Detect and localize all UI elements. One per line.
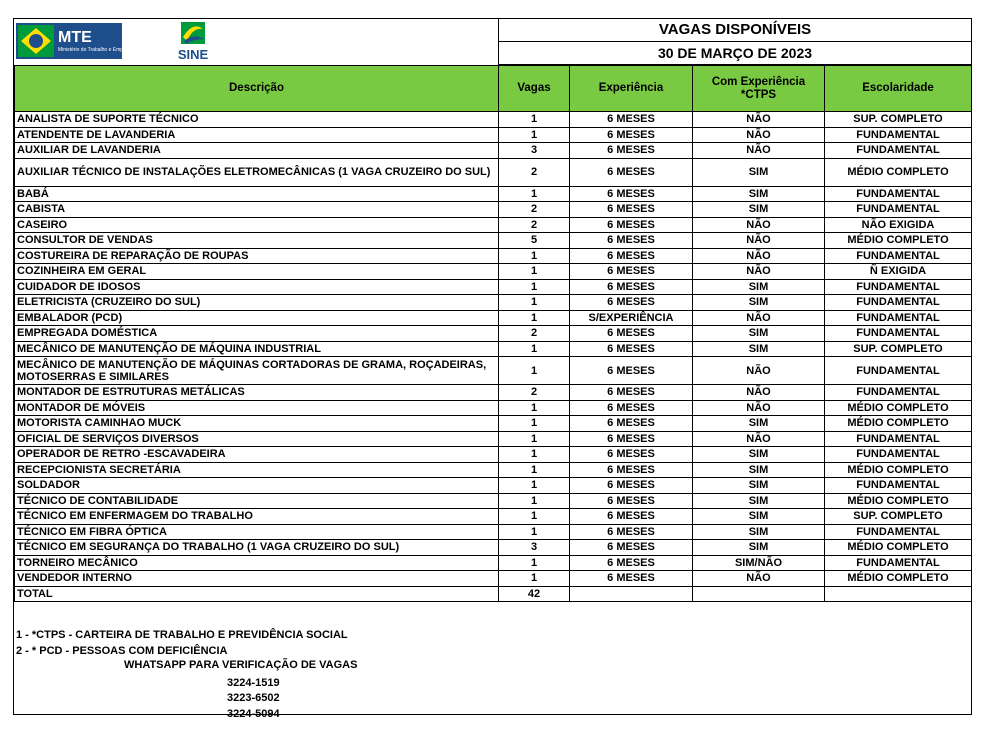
education-level: FUNDAMENTAL: [825, 447, 972, 463]
table-row: [15, 555, 972, 571]
education-level: MÉDIO COMPLETO: [825, 493, 972, 509]
education-level: FUNDAMENTAL: [825, 310, 972, 326]
vacancy-count: 2: [499, 385, 570, 401]
whatsapp-label: WHATSAPP PARA VERIFICAÇÃO DE VAGAS: [124, 659, 358, 671]
table-row: [15, 217, 972, 233]
table-row: [15, 310, 972, 326]
ctps-experience: NÃO: [693, 571, 825, 587]
table-row: [15, 248, 972, 264]
vacancy-count: 1: [499, 462, 570, 478]
ctps-experience: SIM: [693, 509, 825, 525]
experience-required: 6 MESES: [570, 385, 693, 401]
vacancy-count: 1: [499, 127, 570, 143]
table-row: [15, 295, 972, 311]
education-level: MÉDIO COMPLETO: [825, 233, 972, 249]
experience-required: 6 MESES: [570, 248, 693, 264]
table-row: [15, 233, 972, 249]
vacancy-count: 1: [499, 478, 570, 494]
vacancy-count: 1: [499, 310, 570, 326]
experience-required: 6 MESES: [570, 431, 693, 447]
job-title: ANALISTA DE SUPORTE TÉCNICO: [15, 112, 499, 128]
job-title: ELETRICISTA (CRUZEIRO DO SUL): [15, 295, 499, 311]
ctps-experience: NÃO: [693, 217, 825, 233]
education-level: SUP. COMPLETO: [825, 341, 972, 357]
education-level: FUNDAMENTAL: [825, 295, 972, 311]
experience-required: 6 MESES: [570, 158, 693, 186]
table-row: [15, 264, 972, 280]
ctps-experience: NÃO: [693, 400, 825, 416]
table-row: [15, 431, 972, 447]
experience-required: 6 MESES: [570, 524, 693, 540]
ctps-experience: SIM/NÃO: [693, 555, 825, 571]
table-row: [15, 447, 972, 463]
job-title: TÉCNICO EM SEGURANÇA DO TRABALHO (1 VAGA CRUZEIRO DO SUL): [15, 540, 499, 556]
education-level: Ñ EXIGIDA: [825, 264, 972, 280]
ctps-experience: SIM: [693, 478, 825, 494]
vacancy-count: 1: [499, 555, 570, 571]
vacancy-count: 1: [499, 400, 570, 416]
table-row: [15, 341, 972, 357]
table-row: [15, 326, 972, 342]
vacancy-count: 1: [499, 295, 570, 311]
table-body: [15, 112, 972, 587]
job-title: VENDEDOR INTERNO: [15, 571, 499, 587]
page-date: 30 DE MARÇO DE 2023: [498, 41, 971, 65]
table-row: [15, 385, 972, 401]
ctps-experience: NÃO: [693, 310, 825, 326]
table-row: [15, 416, 972, 432]
education-level: MÉDIO COMPLETO: [825, 571, 972, 587]
table-row: [15, 202, 972, 218]
phone-number[interactable]: 3224-1519: [227, 677, 280, 689]
vacancy-count: 1: [499, 509, 570, 525]
table-row: [15, 186, 972, 202]
education-level: MÉDIO COMPLETO: [825, 400, 972, 416]
education-level: FUNDAMENTAL: [825, 279, 972, 295]
vacancy-count: 1: [499, 493, 570, 509]
education-level: FUNDAMENTAL: [825, 385, 972, 401]
vacancy-count: 1: [499, 357, 570, 385]
ctps-experience: NÃO: [693, 248, 825, 264]
ctps-experience: NÃO: [693, 143, 825, 159]
ctps-experience: SIM: [693, 416, 825, 432]
experience-required: 6 MESES: [570, 295, 693, 311]
ctps-experience: NÃO: [693, 112, 825, 128]
education-level: FUNDAMENTAL: [825, 186, 972, 202]
vacancy-count: 2: [499, 326, 570, 342]
experience-required: 6 MESES: [570, 186, 693, 202]
ctps-experience: NÃO: [693, 431, 825, 447]
experience-required: 6 MESES: [570, 112, 693, 128]
sine-logo-text: SINE: [177, 47, 209, 62]
education-level: FUNDAMENTAL: [825, 143, 972, 159]
experience-required: 6 MESES: [570, 202, 693, 218]
education-level: FUNDAMENTAL: [825, 357, 972, 385]
experience-required: 6 MESES: [570, 143, 693, 159]
table-row: [15, 143, 972, 159]
education-level: FUNDAMENTAL: [825, 248, 972, 264]
mte-logo-text: MTE: [58, 29, 92, 46]
job-title: MONTADOR DE MÓVEIS: [15, 400, 499, 416]
ctps-experience: SIM: [693, 462, 825, 478]
col-header-vagas: Vagas: [499, 66, 570, 112]
ctps-experience: SIM: [693, 186, 825, 202]
ctps-experience: NÃO: [693, 233, 825, 249]
job-title: SOLDADOR: [15, 478, 499, 494]
job-title: MONTADOR DE ESTRUTURAS METÁLICAS: [15, 385, 499, 401]
vacancy-count: 2: [499, 158, 570, 186]
job-title: TÉCNICO EM ENFERMAGEM DO TRABALHO: [15, 509, 499, 525]
col-header-ctps: Com Experiência *CTPS: [693, 66, 825, 112]
ctps-experience: NÃO: [693, 385, 825, 401]
education-level: FUNDAMENTAL: [825, 326, 972, 342]
ctps-experience: SIM: [693, 326, 825, 342]
education-level: MÉDIO COMPLETO: [825, 416, 972, 432]
experience-required: 6 MESES: [570, 478, 693, 494]
ctps-experience: NÃO: [693, 357, 825, 385]
ctps-experience: SIM: [693, 341, 825, 357]
total-empty-cell: [825, 586, 972, 602]
job-title: MECÂNICO DE MANUTENÇÃO DE MÁQUINA INDUSTRIAL: [15, 341, 499, 357]
table-row: [15, 493, 972, 509]
job-title: CASEIRO: [15, 217, 499, 233]
total-row: [15, 586, 972, 602]
experience-required: 6 MESES: [570, 462, 693, 478]
table-header-row: [15, 66, 972, 112]
vacancy-count: 2: [499, 202, 570, 218]
education-level: SUP. COMPLETO: [825, 112, 972, 128]
education-level: FUNDAMENTAL: [825, 431, 972, 447]
vacancy-count: 1: [499, 416, 570, 432]
experience-required: 6 MESES: [570, 400, 693, 416]
job-title: EMPREGADA DOMÉSTICA: [15, 326, 499, 342]
experience-required: S/EXPERIÊNCIA: [570, 310, 693, 326]
education-level: FUNDAMENTAL: [825, 555, 972, 571]
education-level: NÃO EXIGIDA: [825, 217, 972, 233]
vacancy-count: 1: [499, 264, 570, 280]
experience-required: 6 MESES: [570, 264, 693, 280]
experience-required: 6 MESES: [570, 127, 693, 143]
job-title: AUXILIAR TÉCNICO DE INSTALAÇÕES ELETROMECÂNICAS (1 VAGA CRUZEIRO DO SUL): [15, 158, 499, 186]
experience-required: 6 MESES: [570, 447, 693, 463]
table-row: [15, 112, 972, 128]
sine-logo: [170, 21, 216, 63]
col-header-descricao: Descrição: [15, 66, 499, 112]
phone-number[interactable]: 3224-5094: [227, 708, 280, 720]
job-title: AUXILIAR DE LAVANDERIA: [15, 143, 499, 159]
education-level: FUNDAMENTAL: [825, 202, 972, 218]
table-row: [15, 158, 972, 186]
vacancy-count: 1: [499, 112, 570, 128]
vacancy-count: 1: [499, 571, 570, 587]
job-title: CABISTA: [15, 202, 499, 218]
logos-area: [14, 19, 498, 65]
vacancy-count: 1: [499, 186, 570, 202]
vacancy-count: 1: [499, 341, 570, 357]
vacancy-count: 1: [499, 524, 570, 540]
vacancy-count: 3: [499, 143, 570, 159]
header: [14, 19, 971, 65]
job-title: CONSULTOR DE VENDAS: [15, 233, 499, 249]
education-level: MÉDIO COMPLETO: [825, 462, 972, 478]
job-title: RECEPCIONISTA SECRETÁRIA: [15, 462, 499, 478]
job-title: CUIDADOR DE IDOSOS: [15, 279, 499, 295]
job-title: ATENDENTE DE LAVANDERIA: [15, 127, 499, 143]
ctps-experience: NÃO: [693, 127, 825, 143]
experience-required: 6 MESES: [570, 509, 693, 525]
table-row: [15, 478, 972, 494]
education-level: MÉDIO COMPLETO: [825, 540, 972, 556]
education-level: FUNDAMENTAL: [825, 524, 972, 540]
experience-required: 6 MESES: [570, 416, 693, 432]
job-title: MOTORISTA CAMINHAO MUCK: [15, 416, 499, 432]
ctps-experience: SIM: [693, 295, 825, 311]
job-title: OPERADOR DE RETRO -ESCAVADEIRA: [15, 447, 499, 463]
ctps-experience: SIM: [693, 158, 825, 186]
vacancy-count: 5: [499, 233, 570, 249]
vacancy-count: 2: [499, 217, 570, 233]
page-title: VAGAS DISPONÍVEIS: [498, 19, 971, 42]
vacancies-table: [14, 65, 972, 602]
job-title: MECÂNICO DE MANUTENÇÃO DE MÁQUINAS CORTADORAS DE GRAMA, ROÇADEIRAS, MOTOSERRAS E SIMILARES: [15, 357, 499, 385]
note-pcd: 2 - * PCD - PESSOAS COM DEFICIÊNCIA: [16, 645, 228, 657]
experience-required: 6 MESES: [570, 540, 693, 556]
ctps-experience: SIM: [693, 524, 825, 540]
education-level: SUP. COMPLETO: [825, 509, 972, 525]
table-row: [15, 357, 972, 385]
vacancy-count: 1: [499, 248, 570, 264]
vacancy-count: 1: [499, 447, 570, 463]
table-row: [15, 540, 972, 556]
job-listing-sheet: [13, 18, 972, 720]
education-level: FUNDAMENTAL: [825, 478, 972, 494]
ctps-experience: SIM: [693, 493, 825, 509]
phone-number[interactable]: 3223-6502: [227, 692, 280, 704]
experience-required: 6 MESES: [570, 326, 693, 342]
ctps-experience: SIM: [693, 279, 825, 295]
total-empty-cell: [693, 586, 825, 602]
job-title: TORNEIRO MECÂNICO: [15, 555, 499, 571]
experience-required: 6 MESES: [570, 233, 693, 249]
job-title: COZINHEIRA EM GERAL: [15, 264, 499, 280]
experience-required: 6 MESES: [570, 217, 693, 233]
ctps-experience: SIM: [693, 540, 825, 556]
job-title: BABÁ: [15, 186, 499, 202]
experience-required: 6 MESES: [570, 341, 693, 357]
ctps-experience: NÃO: [693, 264, 825, 280]
ctps-experience: SIM: [693, 447, 825, 463]
note-ctps: 1 - *CTPS - CARTEIRA DE TRABALHO E PREVIDÊNCIA SOCIAL: [16, 629, 348, 641]
col-header-escolaridade: Escolaridade: [825, 66, 972, 112]
education-level: MÉDIO COMPLETO: [825, 158, 972, 186]
table-row: [15, 127, 972, 143]
experience-required: 6 MESES: [570, 493, 693, 509]
vacancy-count: 3: [499, 540, 570, 556]
experience-required: 6 MESES: [570, 357, 693, 385]
table-row: [15, 509, 972, 525]
total-value: 42: [499, 586, 570, 602]
job-title: TÉCNICO DE CONTABILIDADE: [15, 493, 499, 509]
vacancy-count: 1: [499, 279, 570, 295]
ctps-experience: SIM: [693, 202, 825, 218]
job-title: OFICIAL DE SERVIÇOS DIVERSOS: [15, 431, 499, 447]
experience-required: 6 MESES: [570, 555, 693, 571]
table-row: [15, 279, 972, 295]
job-title: TÉCNICO EM FIBRA ÓPTICA: [15, 524, 499, 540]
mte-logo: [16, 23, 134, 59]
table-row: [15, 571, 972, 587]
total-empty-cell: [570, 586, 693, 602]
table-row: [15, 524, 972, 540]
mte-logo-subtext: Ministério do Trabalho e Emprego: [58, 47, 134, 53]
education-level: FUNDAMENTAL: [825, 127, 972, 143]
job-title: COSTUREIRA DE REPARAÇÃO DE ROUPAS: [15, 248, 499, 264]
experience-required: 6 MESES: [570, 279, 693, 295]
table-row: [15, 400, 972, 416]
experience-required: 6 MESES: [570, 571, 693, 587]
total-label: TOTAL: [15, 586, 499, 602]
col-header-experiencia: Experiência: [570, 66, 693, 112]
vacancy-count: 1: [499, 431, 570, 447]
job-title: EMBALADOR (PCD): [15, 310, 499, 326]
table-row: [15, 462, 972, 478]
